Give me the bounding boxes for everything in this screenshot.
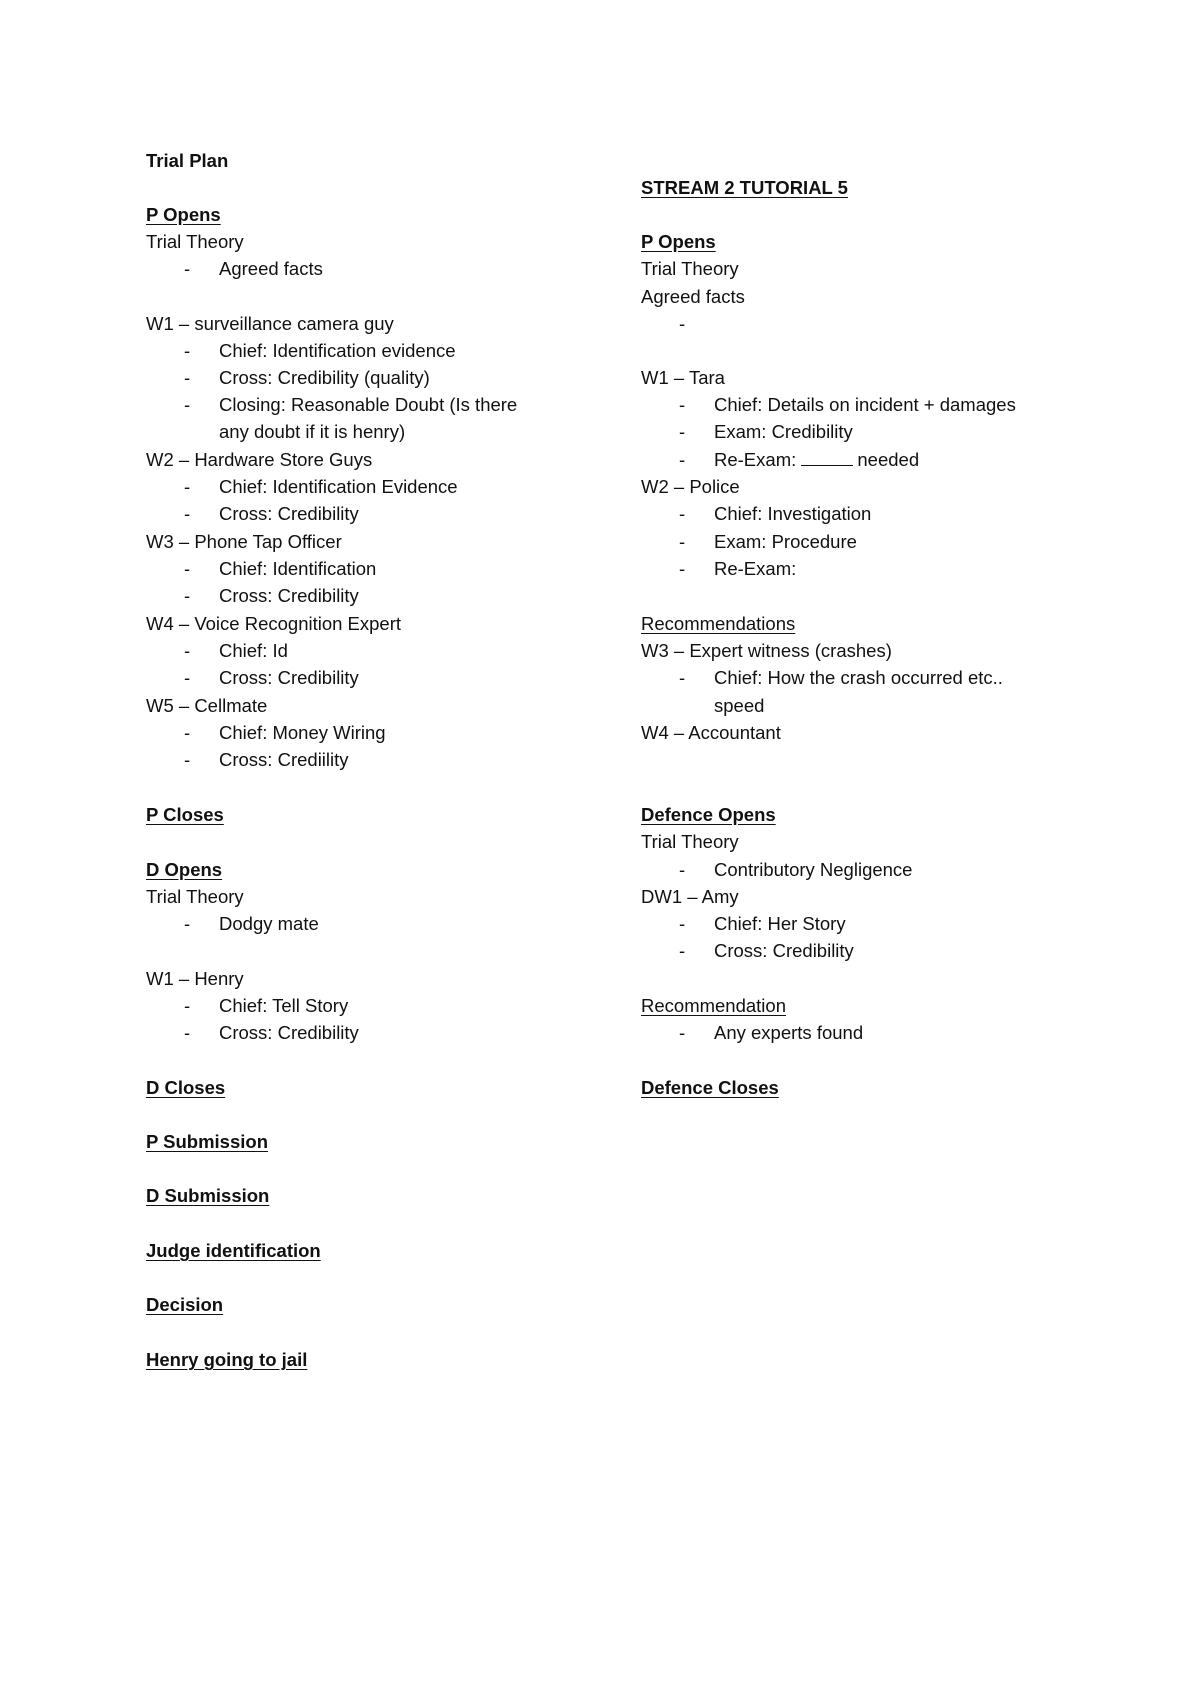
- defence-opens-heading: Defence Opens: [641, 804, 776, 825]
- list-item: Cross: Credibility: [219, 503, 359, 524]
- bullet-dash: -: [184, 995, 191, 1016]
- bullet-dash: -: [184, 258, 191, 279]
- list-item: [714, 446, 919, 473]
- list-item: Cross: Credibility: [219, 667, 359, 688]
- agreed-facts-item: Agreed facts: [219, 258, 323, 279]
- w2-heading: W2 – Hardware Store Guys: [146, 449, 373, 470]
- trial-theory-label: Trial Theory: [146, 231, 244, 252]
- list-item: Chief: Her Story: [714, 913, 846, 934]
- list-item-continuation: speed: [714, 695, 765, 716]
- list-item: Any experts found: [714, 1022, 864, 1043]
- bullet-dash: -: [679, 940, 686, 961]
- d-opens-heading: D Opens: [146, 859, 223, 880]
- agreed-facts-label: Agreed facts: [641, 286, 745, 307]
- list-item: Exam: Procedure: [714, 531, 857, 552]
- list-item: Cross: Credibility (quality): [219, 367, 430, 388]
- re-exam-label: Re-Exam:: [714, 449, 797, 470]
- blank-line: [801, 448, 853, 466]
- list-item: Chief: How the crash occurred etc..: [714, 667, 1003, 688]
- stream-tutorial-title: STREAM 2 TUTORIAL 5: [641, 177, 848, 198]
- bullet-dash: -: [184, 394, 191, 415]
- decision-heading: Decision: [146, 1294, 224, 1315]
- list-item: Chief: Details on incident + damages: [714, 394, 1016, 415]
- bullet-dash: -: [679, 913, 686, 934]
- list-item: Contributory Negligence: [714, 859, 913, 880]
- w3-heading: W3 – Phone Tap Officer: [146, 531, 342, 552]
- p-closes-heading: P Closes: [146, 804, 224, 825]
- trial-theory-label: Trial Theory: [641, 258, 739, 279]
- bullet-dash: -: [679, 421, 686, 442]
- bullet-dash: -: [184, 667, 191, 688]
- list-item: Chief: Identification Evidence: [219, 476, 458, 497]
- bullet-dash: -: [679, 558, 686, 579]
- bullet-dash: -: [679, 667, 686, 688]
- list-item: Chief: Tell Story: [219, 995, 349, 1016]
- bullet-dash: -: [679, 859, 686, 880]
- henry-jail-heading: Henry going to jail: [146, 1349, 308, 1370]
- list-item: Re-Exam:: [714, 558, 797, 579]
- list-item: Cross: Credibility: [714, 940, 854, 961]
- bullet-dash: -: [184, 913, 191, 934]
- trial-theory-label: Trial Theory: [146, 886, 244, 907]
- list-item: Closing: Reasonable Doubt (Is there: [219, 394, 518, 415]
- bullet-dash: -: [184, 503, 191, 524]
- list-item: Cross: Crediility: [219, 749, 349, 770]
- dw1-heading: W1 – Henry: [146, 968, 244, 989]
- recommendation-heading: Recommendation: [641, 995, 786, 1016]
- list-item: Chief: Id: [219, 640, 288, 661]
- list-item-continuation: any doubt if it is henry): [219, 421, 406, 442]
- list-item: Chief: Investigation: [714, 503, 872, 524]
- list-item: Cross: Credibility: [219, 585, 359, 606]
- w1-heading: W1 – Tara: [641, 367, 725, 388]
- bullet-dash: -: [184, 476, 191, 497]
- list-item: Chief: Identification evidence: [219, 340, 456, 361]
- w3-heading: W3 – Expert witness (crashes): [641, 640, 892, 661]
- bullet-dash: -: [184, 1022, 191, 1043]
- needed-label: needed: [857, 449, 920, 470]
- w4-heading: W4 – Accountant: [641, 722, 781, 743]
- list-item: Cross: Credibility: [219, 1022, 359, 1043]
- bullet-dash: -: [184, 558, 191, 579]
- bullet-dash: -: [184, 640, 191, 661]
- bullet-dash: -: [679, 1022, 686, 1043]
- w5-heading: W5 – Cellmate: [146, 695, 268, 716]
- bullet-dash: -: [679, 449, 686, 470]
- bullet-dash: -: [679, 503, 686, 524]
- bullet-dash: -: [184, 340, 191, 361]
- bullet-dash: -: [184, 722, 191, 743]
- p-opens-heading: P Opens: [146, 204, 221, 225]
- recommendations-heading: Recommendations: [641, 613, 796, 634]
- list-item: Chief: Identification: [219, 558, 377, 579]
- w1-heading: W1 – surveillance camera guy: [146, 313, 394, 334]
- dw1-heading: DW1 – Amy: [641, 886, 739, 907]
- list-item: Dodgy mate: [219, 913, 319, 934]
- w4-heading: W4 – Voice Recognition Expert: [146, 613, 402, 634]
- judge-identification-heading: Judge identification: [146, 1240, 321, 1261]
- d-submission-heading: D Submission: [146, 1185, 270, 1206]
- bullet-dash: -: [679, 313, 686, 334]
- d-closes-heading: D Closes: [146, 1077, 226, 1098]
- bullet-dash: -: [679, 531, 686, 552]
- defence-closes-heading: Defence Closes: [641, 1077, 779, 1098]
- trial-plan-title: Trial Plan: [146, 150, 229, 171]
- list-item: Exam: Credibility: [714, 421, 853, 442]
- w2-heading: W2 – Police: [641, 476, 740, 497]
- list-item: Chief: Money Wiring: [219, 722, 386, 743]
- p-opens-heading: P Opens: [641, 231, 716, 252]
- bullet-dash: -: [184, 749, 191, 770]
- bullet-dash: -: [184, 585, 191, 606]
- bullet-dash: -: [679, 394, 686, 415]
- bullet-dash: -: [184, 367, 191, 388]
- p-submission-heading: P Submission: [146, 1131, 268, 1152]
- trial-theory-label: Trial Theory: [641, 831, 739, 852]
